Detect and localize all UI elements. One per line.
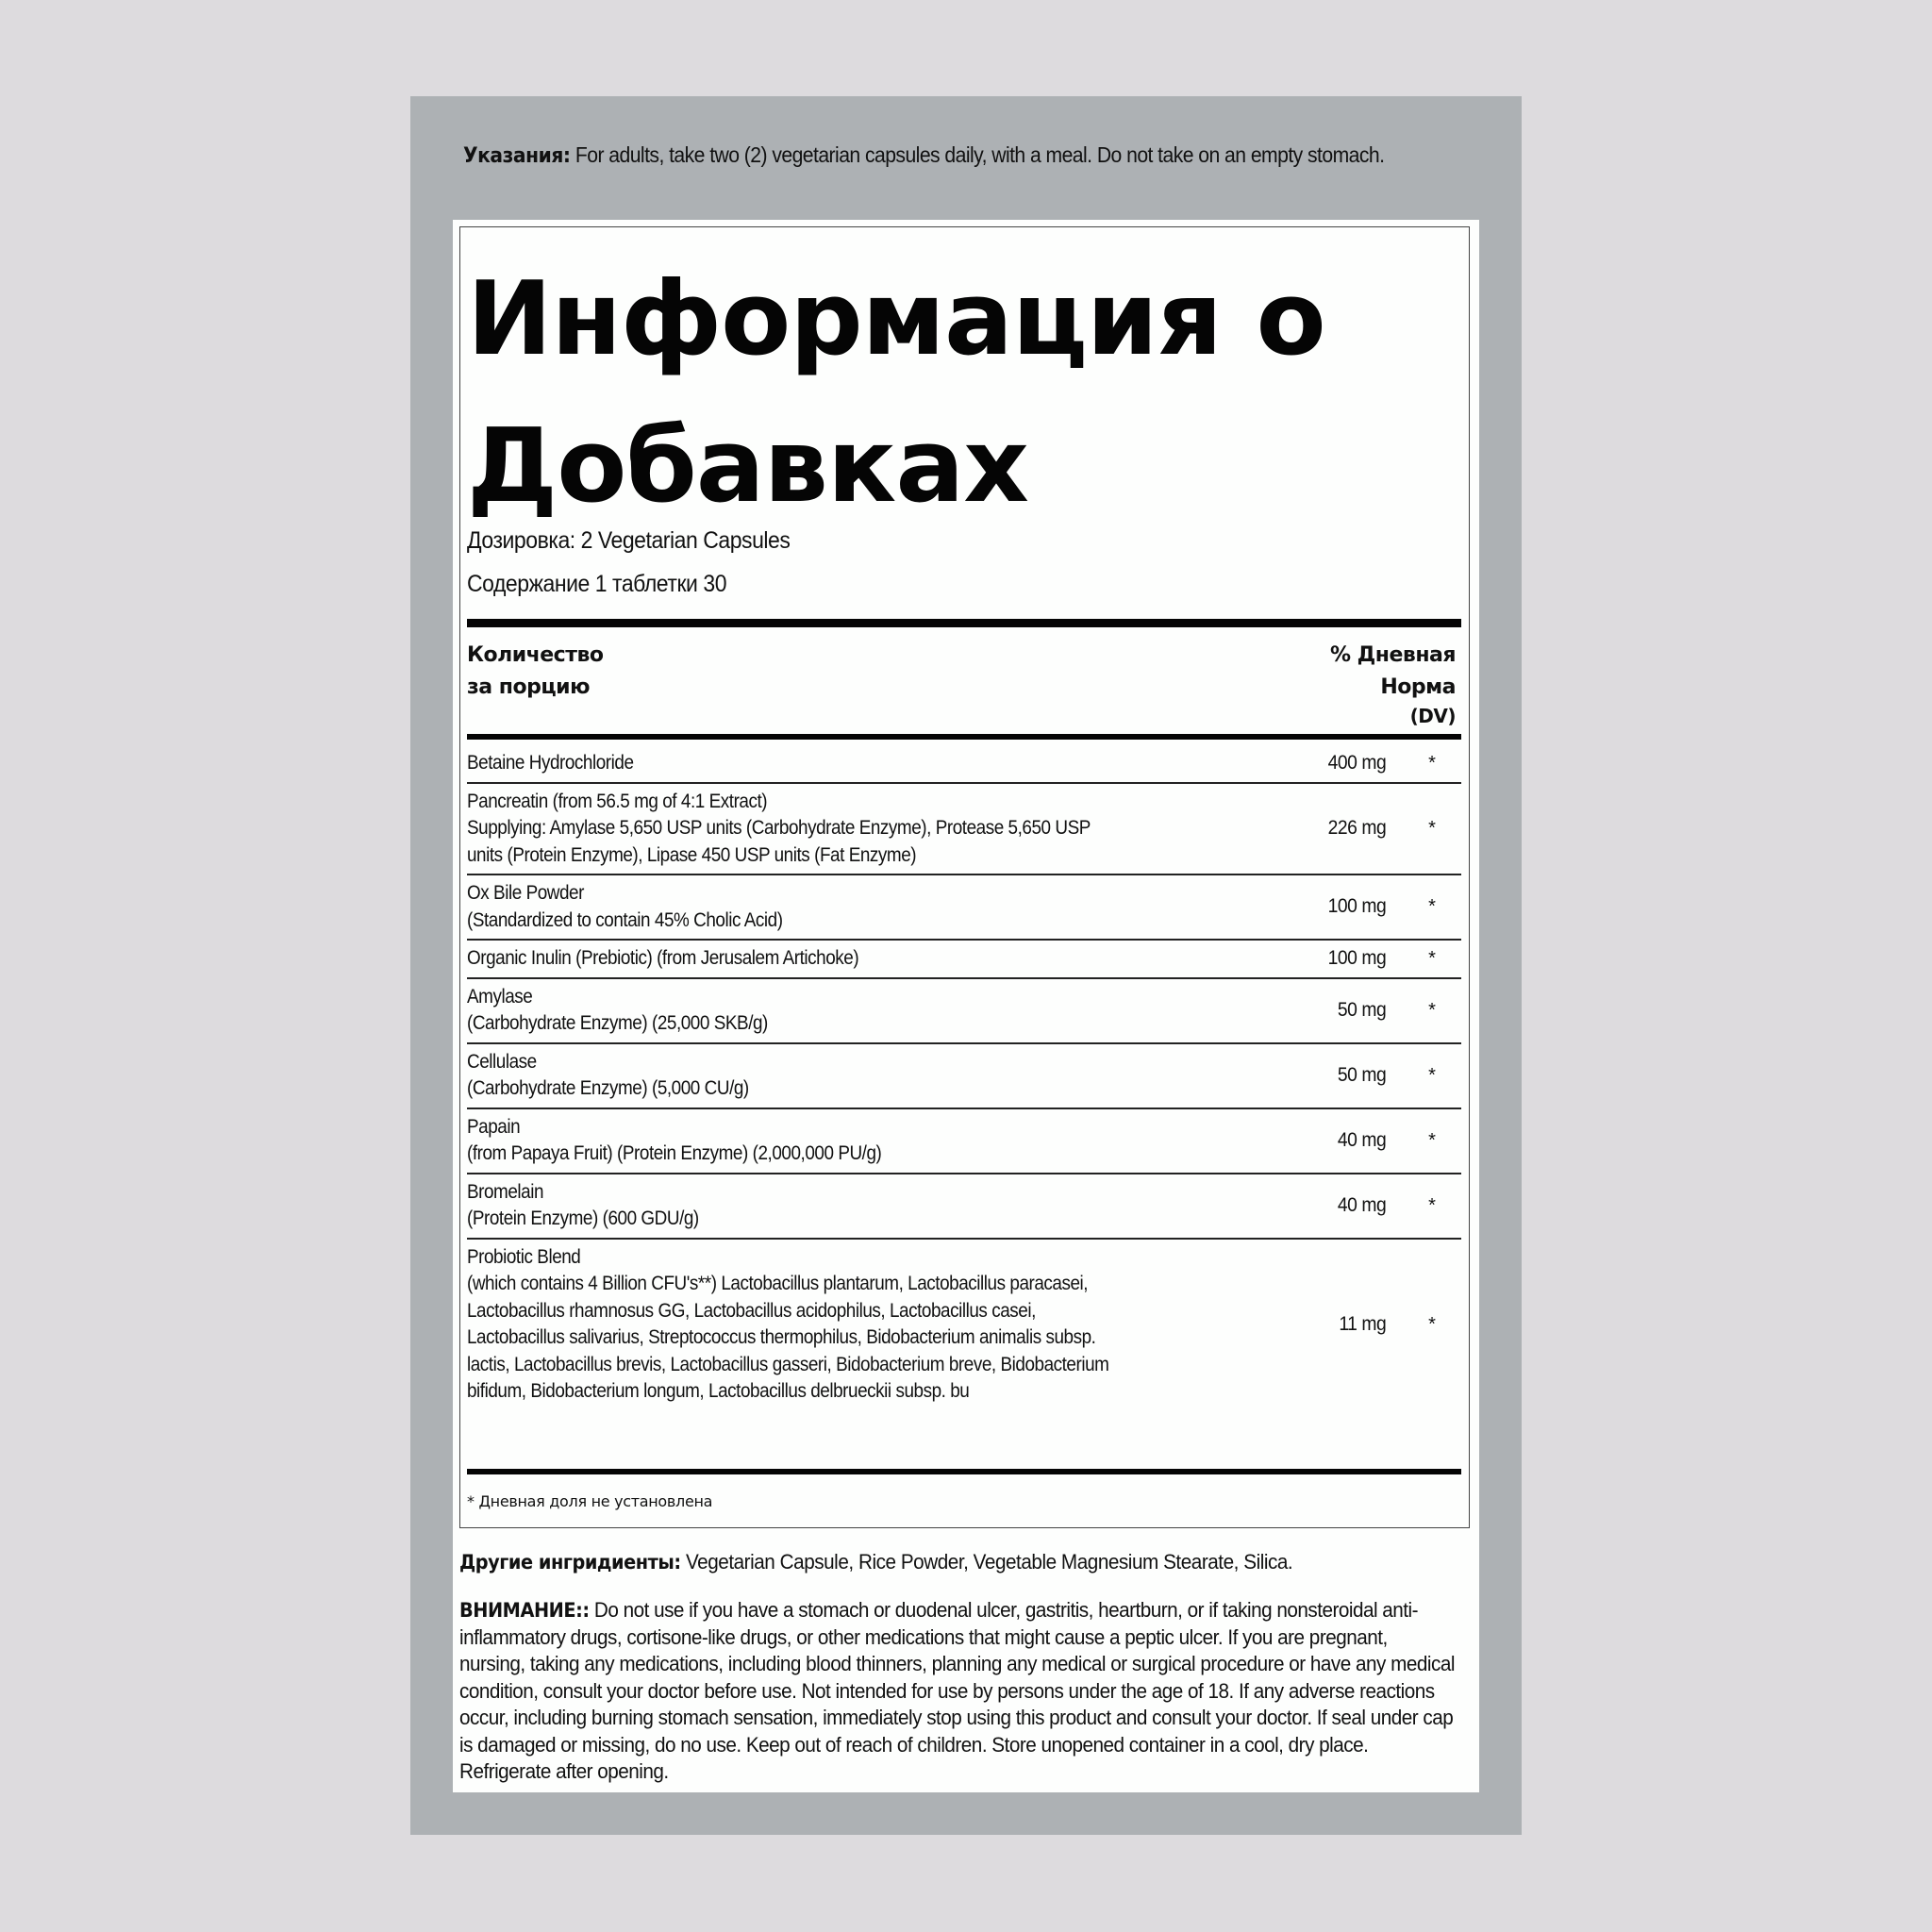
label-frame	[410, 96, 1522, 1835]
ingredient-amount: 226 mg	[1327, 817, 1387, 839]
supplement-facts-box	[459, 226, 1470, 1528]
ingredient-name-cell	[467, 880, 1127, 934]
label-panel	[453, 220, 1479, 1792]
directions-label: Указания:	[463, 144, 571, 168]
amount-header-line1: Количество	[467, 643, 604, 667]
ingredient-daily-value: *	[1428, 1194, 1436, 1216]
amount-per-serving-header	[467, 640, 603, 704]
other-ingredients-label: Другие ингридиенты:	[459, 1551, 681, 1574]
warning-text: Do not use if you have a stomach or duodenal ulcer, gastritis, heartburn, or if taking nonsteroidal anti-inflammatory drugs, cortisone-like drugs, or other medications that might cause a peptic ulcer. If you are pregnant, nursing, taking any medications, including blood thinners, planning any medical or surgical procedure or have any medical condition, consult your doctor before use. Not intended for use by persons under the age of 18. If any adverse reactions occur, including burning stomach sensation, immediately stop using this product and consult your doctor. If seal under cap is damaged or missing, do no use. Keep out of reach of children. Store unopened container in a cool, dry place. Refrigerate after opening.	[459, 1598, 1455, 1783]
bottom-divider	[467, 1469, 1461, 1474]
warning	[459, 1597, 1457, 1786]
ingredient-daily-value: *	[1428, 1129, 1436, 1151]
table-row	[467, 1044, 1461, 1109]
ingredient-name: Probiotic Blend	[467, 1245, 581, 1268]
ingredient-amount: 11 mg	[1339, 1312, 1387, 1335]
ingredient-daily-value: *	[1428, 999, 1436, 1021]
ingredient-daily-value: *	[1428, 1064, 1436, 1086]
facts-title: Информация о Добавках	[467, 260, 1325, 525]
ingredient-name-cell	[467, 789, 1127, 870]
directions-text: For adults, take two (2) vegetarian capsules daily, with a meal. Do not take on an empty stomach.	[570, 142, 1385, 167]
dv-header-line3: (DV)	[1409, 705, 1456, 727]
serving-size: Дозировка: 2 Vegetarian Capsules	[467, 527, 791, 554]
servings-per-container: Содержание 1 таблетки 30	[467, 571, 727, 597]
ingredient-name: Bromelain	[467, 1180, 544, 1203]
warning-label: ВНИМАНИЕ::	[459, 1599, 590, 1622]
other-ingredients-text: Vegetarian Capsule, Rice Powder, Vegetable Magnesium Stearate, Silica.	[680, 1550, 1293, 1574]
table-row	[467, 1109, 1461, 1174]
ingredient-detail: (Protein Enzyme) (600 GDU/g)	[467, 1208, 699, 1229]
ingredient-daily-value: *	[1428, 753, 1436, 774]
ingredient-detail: (Carbohydrate Enzyme) (5,000 CU/g)	[467, 1077, 749, 1099]
table-row	[467, 1174, 1461, 1240]
ingredient-name-cell	[467, 945, 1127, 973]
ingredient-amount: 50 mg	[1337, 998, 1387, 1021]
ingredient-name: Betaine Hydrochloride	[467, 752, 634, 774]
ingredient-detail: (which contains 4 Billion CFU's**) Lactobacillus plantarum, Lactobacillus paracasei, Lactobacillus rhamnosus GG, Lactobacillus acidophilus, Lactobacillus casei, Lactobacillus salivarius, Streptococcus thermophilus, Bidobacterium animalis subsp. lactis, Lactobacillus brevis, Lactobacillus gasseri, Bidobacterium breve, Bidobacterium bifidum, Bidobacterium longum, Lactobacillus delbrueckii subsp. bu	[467, 1273, 1109, 1402]
ingredient-name: Amylase	[467, 985, 533, 1008]
table-row	[467, 941, 1461, 979]
thick-divider	[467, 619, 1461, 627]
ingredient-detail: Supplying: Amylase 5,650 USP units (Carbohydrate Enzyme), Protease 5,650 USP units (Protein Enzyme), Lipase 450 USP units (Fat Enzyme)	[467, 817, 1091, 866]
ingredient-daily-value: *	[1428, 948, 1436, 969]
ingredient-name: Pancreatin (from 56.5 mg of 4:1 Extract)	[467, 790, 768, 812]
ingredient-amount: 40 mg	[1337, 1128, 1387, 1151]
ingredient-name-cell	[467, 984, 1127, 1038]
ingredient-name: Ox Bile Powder	[467, 882, 584, 904]
ingredient-amount: 40 mg	[1337, 1193, 1387, 1216]
table-row	[467, 875, 1461, 941]
ingredient-detail: (Carbohydrate Enzyme) (25,000 SKB/g)	[467, 1012, 768, 1034]
ingredient-detail: (from Papaya Fruit) (Protein Enzyme) (2,000,000 PU/g)	[467, 1142, 882, 1164]
dv-header-line1: % Дневная	[1329, 643, 1456, 667]
ingredient-daily-value: *	[1428, 1313, 1436, 1335]
ingredient-name-cell	[467, 1049, 1127, 1103]
ingredient-name-cell	[467, 1114, 1127, 1168]
ingredient-name-cell	[467, 1179, 1127, 1233]
ingredient-name-cell	[467, 750, 1127, 777]
ingredient-amount: 100 mg	[1327, 947, 1387, 969]
directions	[463, 140, 1461, 172]
dv-footnote: * Дневная доля не установлена	[467, 1492, 713, 1510]
ingredient-name-cell	[467, 1244, 1127, 1406]
ingredient-detail: (Standardized to contain 45% Cholic Acid)	[467, 908, 783, 931]
other-ingredients	[459, 1550, 1457, 1574]
ingredient-table	[467, 745, 1461, 1410]
table-row	[467, 784, 1461, 876]
ingredient-amount: 400 mg	[1327, 752, 1387, 774]
daily-value-header	[1330, 640, 1456, 728]
ingredient-daily-value: *	[1428, 818, 1436, 839]
ingredient-name: Organic Inulin (Prebiotic) (from Jerusalem Artichoke)	[467, 947, 859, 969]
ingredient-amount: 50 mg	[1337, 1063, 1387, 1086]
table-row	[467, 979, 1461, 1044]
ingredient-name: Cellulase	[467, 1050, 537, 1073]
ingredient-daily-value: *	[1428, 896, 1436, 918]
ingredient-name: Papain	[467, 1115, 521, 1138]
table-row	[467, 745, 1461, 784]
ingredient-amount: 100 mg	[1327, 895, 1387, 918]
table-row	[467, 1240, 1461, 1410]
amount-header-line2: за порцию	[467, 675, 590, 699]
header-divider	[467, 734, 1461, 740]
dv-header-line2: Норма	[1380, 675, 1456, 699]
